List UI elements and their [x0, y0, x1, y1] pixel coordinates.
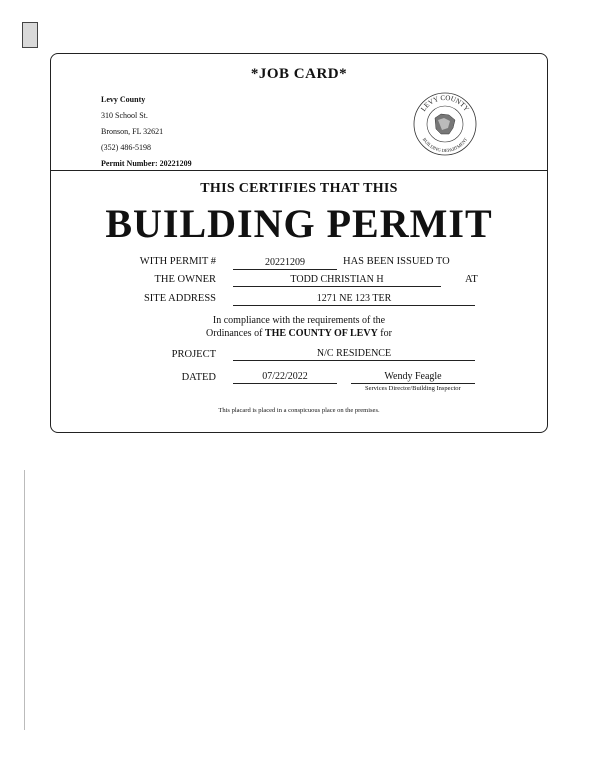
owner-label: THE OWNER [154, 274, 216, 285]
placard-note: This placard is placed in a conspicuous place on the premises. [218, 407, 380, 414]
county-name: Levy County [101, 95, 146, 104]
compliance-suffix: for [377, 328, 392, 339]
dated-value: 07/22/2022 [233, 370, 337, 384]
compliance-line-1: In compliance with the requirements of the [212, 315, 386, 326]
dated-label: DATED [181, 372, 216, 383]
seal-top-text: LEVY COUNTY [419, 93, 471, 113]
site-address-value: 1271 NE 123 TER [233, 292, 475, 306]
permit-number-value: 20221209 [233, 256, 337, 270]
compliance-text [51, 314, 547, 340]
county-seal-logo [411, 90, 479, 158]
scan-edge-line [24, 470, 25, 730]
county-street: 310 School St. [101, 111, 148, 120]
certifies-line: THIS CERTIFIES THAT THIS [200, 181, 398, 196]
county-of-levy-text: THE COUNTY OF LEVY [264, 328, 378, 339]
permit-number-label: WITH PERMIT # [139, 256, 216, 267]
compliance-prefix: Ordinances of [206, 328, 265, 339]
compliance-line-2 [51, 327, 547, 340]
project-value: N/C RESIDENCE [233, 347, 475, 361]
permit-number-line: Permit Number: 20221209 [101, 159, 192, 168]
county-city: Bronson, FL 32621 [101, 127, 164, 136]
project-label: PROJECT [171, 349, 216, 360]
county-phone: (352) 486-5198 [101, 143, 151, 152]
owner-value: TODD CHRISTIAN H [233, 273, 441, 287]
job-card [50, 53, 548, 433]
svg-text:LEVY COUNTY [419, 94, 470, 113]
county-address-block [101, 92, 192, 172]
signer-name: Wendy Feagle [351, 370, 475, 384]
owner-at-text: AT [465, 274, 478, 285]
building-permit-heading: BUILDING PERMIT [105, 201, 493, 246]
card-divider [51, 170, 547, 171]
scan-corner-marker [22, 22, 38, 48]
issued-to-text: HAS BEEN ISSUED TO [343, 256, 450, 267]
site-address-label: SITE ADDRESS [143, 293, 216, 304]
signer-title: Services Director/Building Inspector [365, 385, 461, 392]
seal-bottom-text: BUILDING DEPARTMENT [421, 136, 469, 154]
job-card-title: *JOB CARD* [250, 66, 348, 82]
